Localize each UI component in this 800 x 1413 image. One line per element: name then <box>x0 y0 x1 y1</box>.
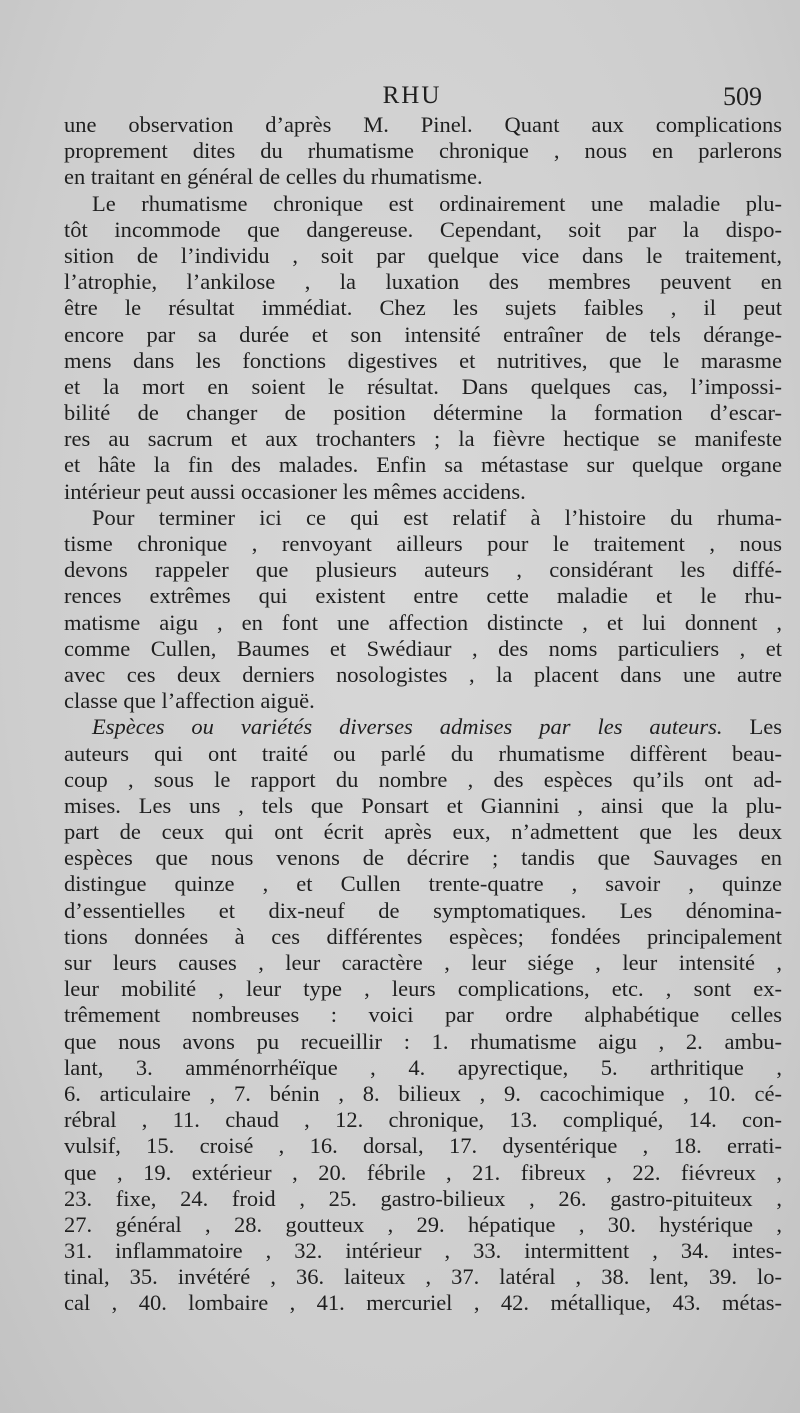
text-line: mises. Les uns , tels que Ponsart et Giannini , ainsi que la plu- <box>64 792 782 818</box>
text-line: Le rhumatisme chronique est ordinairement une maladie plu- <box>92 190 782 216</box>
text-line: une observation d’après M. Pinel. Quant aux complications <box>64 112 782 137</box>
text-line: devons rappeler que plusieurs auteurs , considérant les diffé- <box>64 557 782 583</box>
text-line: et la mort en soient le résultat. Dans quelques cas, l’impossi- <box>64 373 782 399</box>
text-line: rébral , 11. chaud , 12. chronique, 13. compliqué, 14. con- <box>64 1107 782 1133</box>
text-line: bilité de changer de position détermine la formation d’escar- <box>64 400 782 426</box>
text-line: 6. articulaire , 7. bénin , 8. bilieux , 9. cacochimique , 10. cé- <box>64 1080 782 1106</box>
text-line: classe que l’affection aiguë. <box>64 688 315 714</box>
text-line: res au sacrum et aux trochanters ; la fièvre hectique se manifeste <box>64 426 782 452</box>
section-heading-italic: Espèces ou variétés diverses admises par les auteurs. <box>92 714 723 740</box>
running-head <box>62 82 762 116</box>
heading-line-tail: Les <box>749 714 782 740</box>
text-line: 27. général , 28. goutteux , 29. hépatique , 30. hystérique , <box>64 1211 782 1237</box>
text-line: tions données à ces différentes espèces; fondées principalement <box>64 923 782 949</box>
text-line: mens dans les fonctions digestives et nutritives, que le marasme <box>64 347 782 373</box>
text-line: Pour terminer ici ce qui est relatif à l’histoire du rhuma- <box>92 504 782 530</box>
text-line: 23. fixe, 24. froid , 25. gastro-bilieux , 26. gastro-pituiteux , <box>64 1185 782 1211</box>
text-line: lant, 3. amménorrhéïque , 4. apyrectique, 5. arthritique , <box>64 1054 782 1080</box>
running-head-title: RHU <box>382 82 442 109</box>
text-line: sur leurs causes , leur caractère , leur siége , leur intensité , <box>64 950 782 975</box>
text-line: comme Cullen, Baumes et Swédiaur , des noms particuliers , et <box>64 635 782 661</box>
text-line: vulsif, 15. croisé , 16. dorsal, 17. dysentérique , 18. errati- <box>64 1133 782 1159</box>
text-line: que nous avons pu recueillir : 1. rhumatisme aigu , 2. ambu- <box>64 1028 782 1054</box>
text-line: matisme aigu , en font une affection distincte , et lui donnent , <box>64 609 782 635</box>
body-text <box>64 112 782 1317</box>
text-line: tinal, 35. invétéré , 36. laiteux , 37. latéral , 38. lent, 39. lo- <box>64 1264 782 1290</box>
text-line: tôt incommode que dangereuse. Cependant, soit par la dispo- <box>64 216 782 242</box>
text-line: intérieur peut aussi occasioner les mêmes accidens. <box>64 478 526 504</box>
text-line: trêmement nombreuses : voici par ordre alphabétique celles <box>64 1002 782 1028</box>
text-line: distingue quinze , et Cullen trente-quatre , savoir , quinze <box>64 871 782 897</box>
text-line: leur mobilité , leur type , leurs complications, etc. , sont ex- <box>64 976 782 1002</box>
text-line: que , 19. extérieur , 20. fébrile , 21. fibreux , 22. fiévreux , <box>64 1159 782 1185</box>
text-line: encore par sa durée et son intensité entraîner de tels dérange- <box>64 321 782 347</box>
text-line: cal , 40. lombaire , 41. mercuriel , 42. métallique, 43. métas- <box>64 1290 782 1316</box>
page-number: 509 <box>723 82 762 111</box>
text-line: coup , sous le rapport du nombre , des espèces qu’ils ont ad- <box>64 766 782 792</box>
text-line: et hâte la fin des malades. Enfin sa métastase sur quelque organe <box>64 452 782 478</box>
text-line: d’essentielles et dix-neuf de symptomatiques. Les dénomina- <box>64 897 782 923</box>
text-line: proprement dites du rhumatisme chronique , nous en parlerons <box>64 138 782 164</box>
text-line: part de ceux qui ont écrit après eux, n’admettent que les deux <box>64 819 782 845</box>
text-line: espèces que nous venons de décrire ; tandis que Sauvages en <box>64 845 782 871</box>
text-line: l’atrophie, l’ankilose , la luxation des membres peuvent en <box>64 269 782 295</box>
text-line: sition de l’individu , soit par quelque vice dans le traitement, <box>64 242 782 268</box>
text-line: être le résultat immédiat. Chez les sujets faibles , il peut <box>64 295 782 321</box>
text-line: tisme chronique , renvoyant ailleurs pour le traitement , nous <box>64 531 782 556</box>
text-line: avec ces deux derniers nosologistes , la placent dans une autre <box>64 661 782 687</box>
text-line-section-heading <box>64 714 782 740</box>
text-line: 31. inflammatoire , 32. intérieur , 33. intermittent , 34. intes- <box>64 1238 782 1264</box>
text-line: en traitant en général de celles du rhumatisme. <box>64 164 483 190</box>
text-line: rences extrêmes qui existent entre cette maladie et le rhu- <box>64 583 782 609</box>
text-line: auteurs qui ont traité ou parlé du rhumatisme diffèrent beau- <box>64 740 782 766</box>
